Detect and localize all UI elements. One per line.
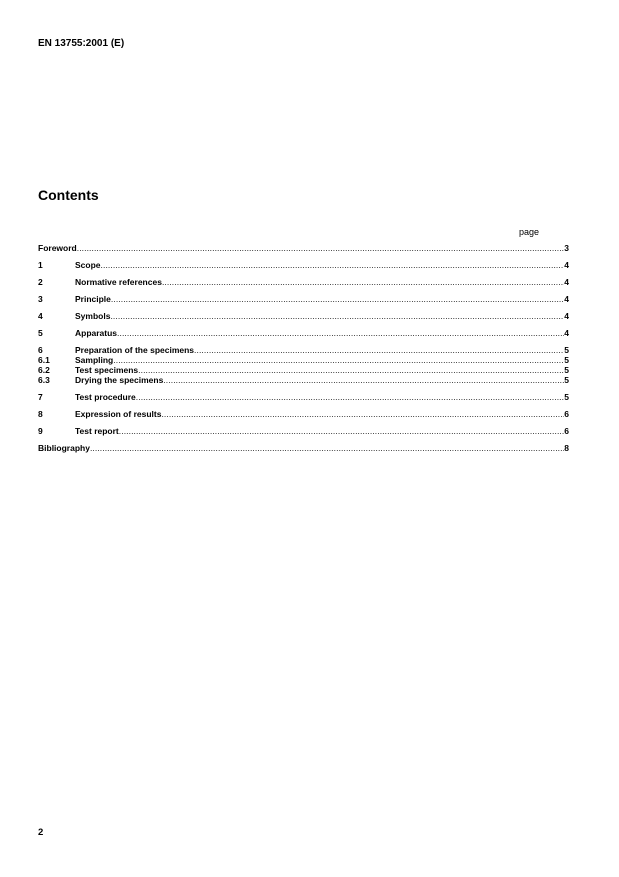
- toc-leader-dots: [113, 355, 564, 365]
- toc-entry-title: Preparation of the specimens: [75, 345, 195, 355]
- table-of-contents: [38, 243, 569, 453]
- toc-entry-title: Foreword: [38, 243, 77, 253]
- toc-entry-number: 1: [38, 260, 43, 270]
- toc-entry-number: 6: [38, 345, 43, 355]
- contents-heading: Contents: [38, 187, 99, 203]
- toc-entry-title: Apparatus: [75, 328, 118, 338]
- toc-leader-dots: [90, 443, 564, 453]
- toc-entry-page: 4: [564, 328, 569, 338]
- toc-entry-number: 4: [38, 311, 43, 321]
- toc-entry[interactable]: [38, 392, 569, 402]
- toc-entry[interactable]: [38, 409, 569, 419]
- toc-entry[interactable]: [38, 375, 569, 385]
- toc-entry-title: Normative references: [75, 277, 162, 287]
- toc-entry-title: Drying the specimens: [75, 375, 164, 385]
- page-number: 2: [38, 827, 44, 838]
- toc-entry-number: 6.1: [38, 355, 50, 365]
- toc-entry[interactable]: [38, 277, 569, 287]
- toc-entry-page: 5: [564, 392, 569, 402]
- toc-entry-number: 8: [38, 409, 43, 419]
- toc-entry-number: 7: [38, 392, 43, 402]
- toc-entry[interactable]: [38, 426, 569, 436]
- toc-entry-title: Test report: [75, 426, 119, 436]
- toc-entry-number: 6.2: [38, 365, 50, 375]
- toc-entry[interactable]: [38, 443, 569, 453]
- toc-entry-number: 6.3: [38, 375, 50, 385]
- toc-entry-title: Test procedure: [75, 392, 136, 402]
- toc-entry-page: 5: [564, 365, 569, 375]
- toc-leader-dots: [194, 345, 564, 355]
- toc-entry-page: 5: [564, 375, 569, 385]
- toc-entry-title: Expression of results: [75, 409, 162, 419]
- toc-leader-dots: [119, 426, 564, 436]
- toc-leader-dots: [111, 294, 564, 304]
- toc-entry-title: Principle: [75, 294, 111, 304]
- toc-entry-page: 6: [564, 426, 569, 436]
- toc-entry-page: 4: [564, 277, 569, 287]
- toc-entry-number: 3: [38, 294, 43, 304]
- toc-leader-dots: [117, 328, 564, 338]
- toc-entry-number: 5: [38, 328, 43, 338]
- toc-entry-title: Symbols: [75, 311, 111, 321]
- page-column-label: page: [519, 227, 540, 237]
- toc-entry-page: 6: [564, 409, 569, 419]
- toc-leader-dots: [162, 277, 564, 287]
- toc-entry[interactable]: [38, 294, 569, 304]
- toc-leader-dots: [77, 243, 565, 253]
- toc-entry-page: 3: [564, 243, 569, 253]
- toc-leader-dots: [138, 365, 564, 375]
- toc-leader-dots: [163, 375, 564, 385]
- toc-entry[interactable]: [38, 260, 569, 270]
- toc-entry-number: 9: [38, 426, 43, 436]
- toc-entry[interactable]: [38, 328, 569, 338]
- toc-leader-dots: [161, 409, 564, 419]
- toc-entry[interactable]: [38, 355, 569, 365]
- toc-entry[interactable]: [38, 243, 569, 253]
- toc-leader-dots: [136, 392, 564, 402]
- toc-entry-page: 4: [564, 294, 569, 304]
- toc-entry-number: 2: [38, 277, 43, 287]
- toc-leader-dots: [110, 311, 564, 321]
- toc-entry-page: 8: [564, 443, 569, 453]
- toc-entry-page: 5: [564, 355, 569, 365]
- toc-leader-dots: [101, 260, 565, 270]
- toc-entry[interactable]: [38, 365, 569, 375]
- toc-entry-page: 4: [564, 311, 569, 321]
- toc-entry-title: Bibliography: [38, 443, 90, 453]
- toc-entry-title: Test specimens: [75, 365, 139, 375]
- document-id: EN 13755:2001 (E): [38, 38, 125, 49]
- toc-entry-title: Scope: [75, 260, 101, 270]
- toc-entry[interactable]: [38, 345, 569, 355]
- toc-entry-title: Sampling: [75, 355, 114, 365]
- toc-entry[interactable]: [38, 311, 569, 321]
- toc-entry-page: 5: [564, 345, 569, 355]
- toc-entry-page: 4: [564, 260, 569, 270]
